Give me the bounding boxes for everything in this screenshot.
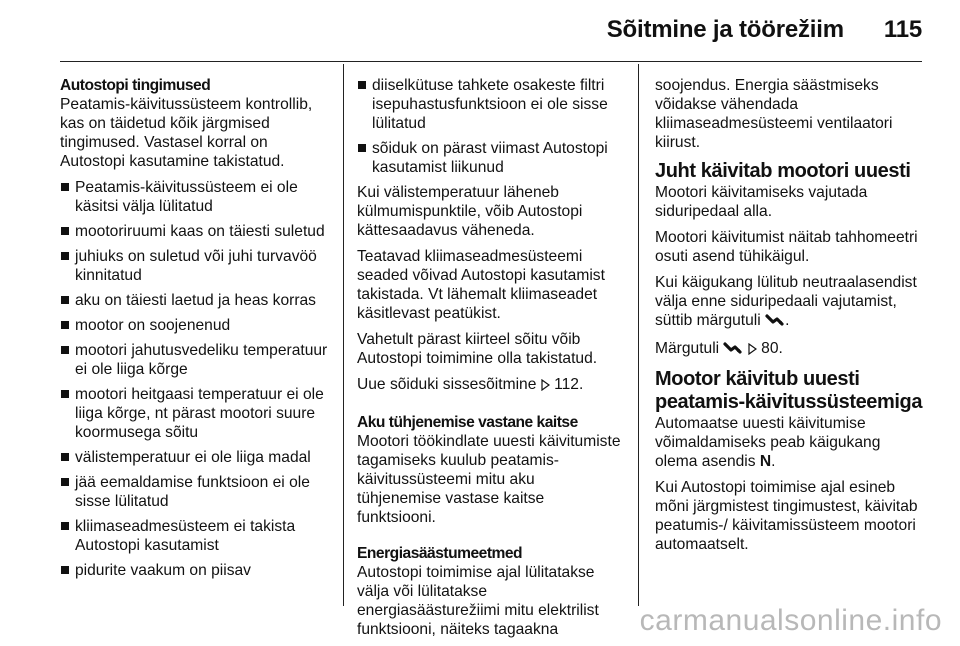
list-item: kliimaseadmesüsteem ei takista Autostopi kasutamist [60,517,332,555]
section-heading-energy-saving: Energiasäästumeetmed [357,545,523,562]
triangle-ref-icon [748,341,757,360]
list-item: jää eemaldamise funktsioon ei ole sisse lülitatud [60,473,332,511]
paragraph: Kui välistemperatuur läheneb külmumispunktile, võib Autostopi kättesaadavus väheneda. [357,184,583,239]
list-item: mootori jahutusvedeliku temperatuur ei ole liiga kõrge [60,341,332,379]
conditions-list [60,178,332,580]
list-item: mootoriruumi kaas on täiesti suletud [60,222,332,241]
list-item: pidurite vaakum on piisav [60,561,332,580]
list-item: aku on täiesti laetud ja heas korras [60,291,332,310]
page-number: 115 [883,16,922,43]
paragraph: Autostopi toimimise ajal lülitatakse välja või lülitatakse energiasäästurežiimi mitu elektrilist funktsiooni, näiteks tagaakna [357,564,599,638]
page-title: Sõitmine ja töörežiim [606,16,844,43]
header-divider [60,61,922,62]
watermark: carmanualsonline.info [639,604,942,637]
page-reference-link[interactable]: 112. [554,376,584,393]
paragraph: Mootori töökindlate uuesti käivitumiste tagamiseks kuulub peatamis-käivitussüsteemi mitu aku tühjenemise vastase kaitse funktsiooni. [357,433,621,526]
paragraph: soojendus. Energia säästmiseks võidakse vähendada kliimaseadmesüsteemi ventilaatori kiirust. [655,77,893,151]
paragraph-reference: Märgutuli 80. [655,339,927,360]
list-item: sõiduk on pärast viimast Autostopi kasutamist liikunud [357,139,621,177]
section-heading-battery-protection: Aku tühjenemise vastane kaitse [357,414,578,431]
list-item: diiselkütuse tahkete osakeste filtri isepuhastusfunktsioon ei ole sisse lülitatud [357,76,621,133]
paragraph: Teatavad kliimaseadmesüsteemi seaded võivad Autostopi kasutamist takistada. Vt lähemalt kliimaseadet käsitlevast peatükist. [357,248,605,322]
column-2 [357,76,621,646]
list-item: mootori heitgaasi temperatuur ei ole liiga kõrge, nt pärast mootori suure koormusega sõitu [60,385,332,442]
gear-position-label: N [759,453,772,470]
list-item: välistemperatuur ei ole liiga madal [60,448,332,467]
paragraph: Mootori käivitamiseks vajutada siduripedaal alla. [655,184,868,220]
list-item: mootor on soojenenud [60,316,332,335]
autostop-indicator-icon [765,313,785,332]
triangle-ref-icon [541,377,550,396]
section-heading-autostop-conditions: Autostopi tingimused [60,77,211,94]
conditions-list-continued [357,76,621,177]
page-reference-link[interactable]: 80. [761,340,783,357]
list-item: Peatamis-käivitussüsteem ei ole käsitsi välja lülitatud [60,178,332,216]
section-heading-driver-restarts: Juht käivitab mootori uuesti [655,160,911,182]
page-header [607,16,922,50]
paragraph: Vahetult pärast kiirteel sõitu võib Autostopi toimimine olla takistatud. [357,331,598,367]
autostop-indicator-icon [723,341,743,360]
column-3 [655,76,927,561]
column-divider-1 [343,64,344,606]
paragraph-reference: Uue sõiduki sissesõitmine 112. [357,375,621,396]
paragraph-with-icon: Kui käigukang lülitub neutraalasendist välja enne siduripedaali vajutamist, süttib märgutuli . [655,273,927,332]
list-item: juhiuks on suletud või juhi turvavöö kinnitatud [60,247,332,285]
column-1 [60,76,332,586]
paragraph: Kui Autostopi toimimise ajal esineb mõni järgmistest tingimustest, käivitab peatumis-/ käivitamissüsteem mootori automaatselt. [655,479,918,553]
column-divider-2 [638,64,639,606]
section-heading-system-restarts: Mootor käivitub uuesti peatamis-käivitussüsteemiga [655,368,923,413]
paragraph: Automaatse uuesti käivitumise võimaldamiseks peab käigukang olema asendis N. [655,415,881,470]
paragraph: Mootori käivitumist näitab tahhomeetri osuti asend tühikäigul. [655,229,918,265]
paragraph: Peatamis-käivitussüsteem kontrollib, kas on täidetud kõik järgmised tingimused. Vastasel korral on Autostopi kasutamine takistatud. [60,96,313,170]
